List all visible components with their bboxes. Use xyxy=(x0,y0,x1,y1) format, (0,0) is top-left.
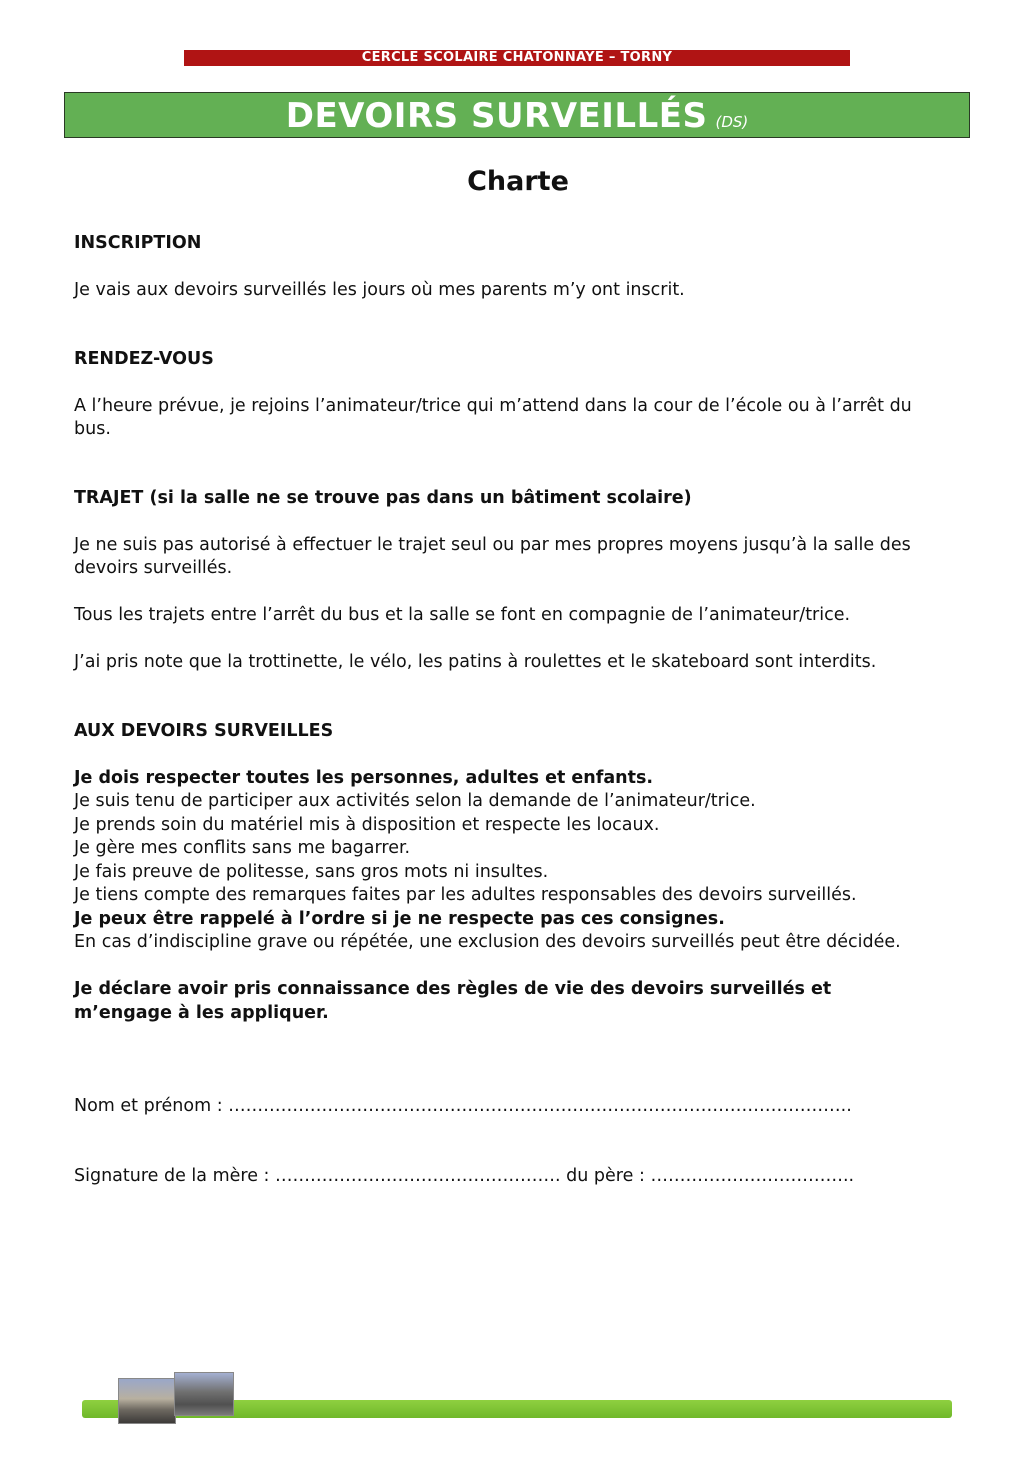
rule-line: Je dois respecter toutes les personnes, adultes et enfants. xyxy=(74,767,654,788)
heading-aux-devoirs: AUX DEVOIRS SURVEILLES xyxy=(74,720,334,741)
rendezvous-text: A l’heure prévue, je rejoins l’animateur/trice qui m’attend dans la cour de l’école ou à l’arrêt du bus. xyxy=(74,395,912,439)
rule-line: Je tiens compte des remarques faites par les adultes responsables des devoirs surveillés. xyxy=(74,885,857,905)
document-body xyxy=(74,232,974,1188)
banner-title: DEVOIRS SURVEILLÉS xyxy=(285,96,708,136)
heading-rendezvous: RENDEZ-VOUS xyxy=(74,348,214,369)
school-name: CERCLE SCOLAIRE CHATONNAYE – TORNY xyxy=(361,50,673,65)
document-title: Charte xyxy=(467,166,569,197)
heading-inscription: INSCRIPTION xyxy=(74,233,202,253)
rule-line: Je prends soin du matériel mis à disposition et respecte les locaux. xyxy=(74,814,660,835)
trajet-p3: J’ai pris note que la trottinette, le vélo, les patins à roulettes et le skateboard sont interdits. xyxy=(74,652,877,672)
school-building-photo-1 xyxy=(118,1378,176,1424)
name-label: Nom et prénom : xyxy=(74,1096,223,1116)
mother-signature-label: Signature de la mère : xyxy=(74,1165,270,1186)
school-name-bar xyxy=(184,50,850,66)
father-signature-field[interactable]: …………………………….. xyxy=(650,1165,855,1186)
name-line xyxy=(74,1095,974,1119)
school-building-photo-2 xyxy=(174,1372,234,1416)
signature-line xyxy=(74,1165,974,1189)
rule-line: Je suis tenu de participer aux activités selon la demande de l’animateur/trice. xyxy=(74,791,756,811)
declaration: Je déclare avoir pris connaissance des règles de vie des devoirs surveillés et m’engage à les appliquer. xyxy=(74,979,832,1023)
trajet-p1: Je ne suis pas autorisé à effectuer le trajet seul ou par mes propres moyens jusqu’à la salle des devoirs surveillés. xyxy=(74,534,911,578)
banner-abbr: (DS) xyxy=(715,113,749,131)
rule-line: Je fais preuve de politesse, sans gros mots ni insultes. xyxy=(74,861,549,882)
inscription-text: Je vais aux devoirs surveillés les jours où mes parents m’y ont inscrit. xyxy=(74,280,685,300)
rule-line: Je gère mes conflits sans me bagarrer. xyxy=(74,838,411,858)
rule-line: Je peux être rappelé à l’ordre si je ne respecte pas ces consignes. xyxy=(74,908,725,929)
father-signature-label: du père : xyxy=(566,1165,645,1186)
name-field[interactable]: …………………………………………………………………………………………….. xyxy=(228,1096,852,1116)
title-banner xyxy=(64,92,970,138)
rule-line: En cas d’indiscipline grave ou répétée, une exclusion des devoirs surveillés peut être décidée. xyxy=(74,932,901,952)
heading-trajet: TRAJET (si la salle ne se trouve pas dans un bâtiment scolaire) xyxy=(74,487,692,508)
mother-signature-field[interactable]: …………………………………………. xyxy=(275,1165,561,1186)
trajet-p2: Tous les trajets entre l’arrêt du bus et la salle se font en compagnie de l’animateur/trice. xyxy=(74,605,851,625)
